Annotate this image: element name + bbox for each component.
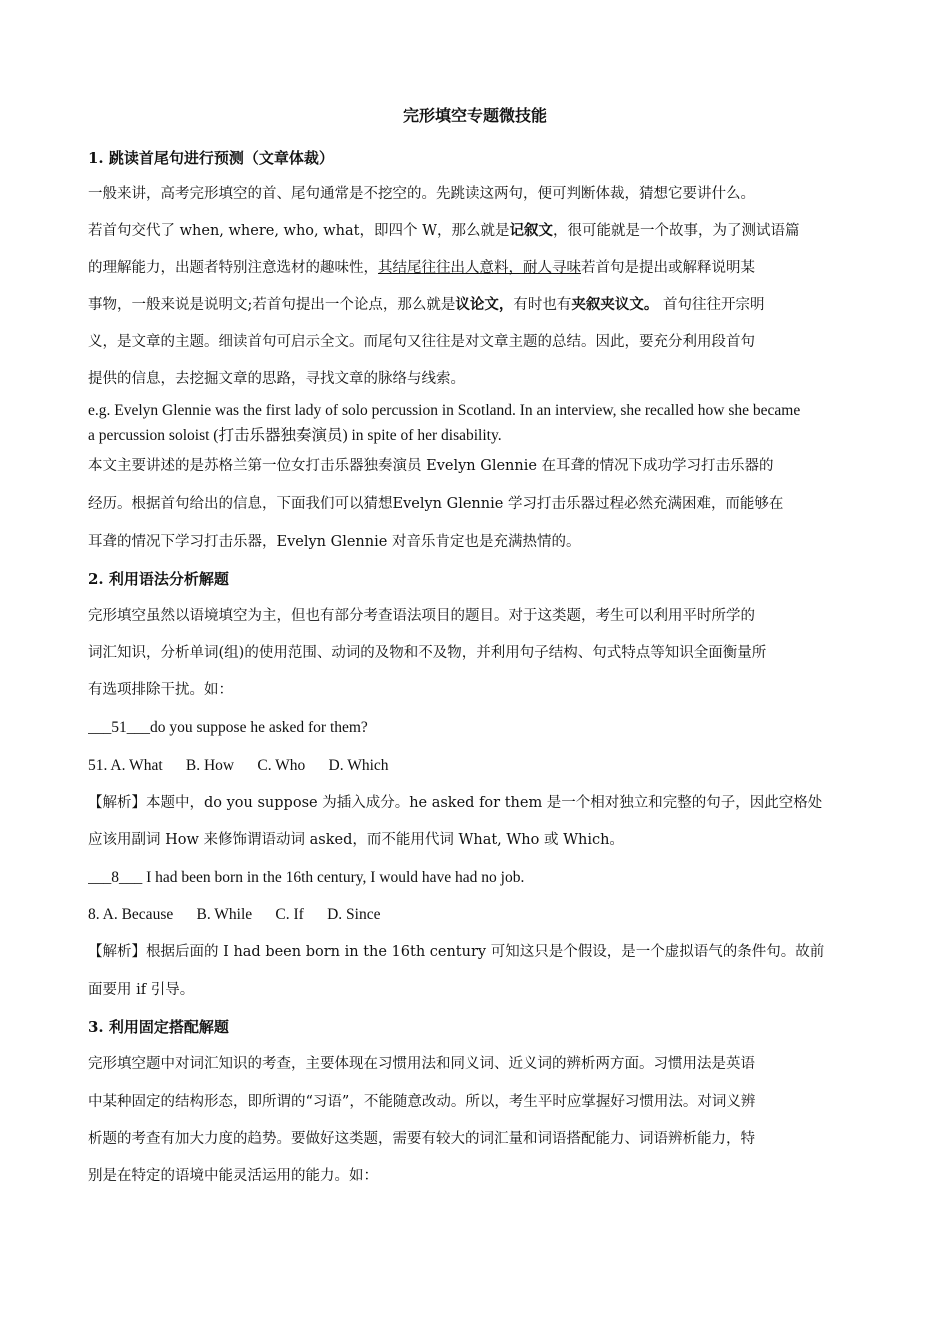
analysis-51-line-1: 【解析】本题中，do you suppose 为插入成分。he asked for them 是一个相对独立和完整的句子，因此空格处: [88, 795, 823, 811]
bold-term-argumentative: 议论文，: [455, 296, 514, 313]
text-run: 若首句是提出或解释说明某: [581, 260, 755, 276]
section-3-line-1: 完形填空题中对词汇知识的考查，主要体现在习惯用法和同义词、近义词的辨析两方面。习惯用法是英语: [88, 1056, 755, 1072]
section-1-line-2: [88, 220, 878, 242]
question-51: ___51___do you suppose he asked for them?: [88, 719, 368, 736]
question-8: ___8___ I had been born in the 16th century, I would have had no job.: [88, 869, 525, 886]
section-2-heading: 2. 利用语法分析解题: [88, 570, 229, 588]
section-3-line-4: 别是在特定的语境中能灵活运用的能力。如：: [88, 1168, 378, 1184]
bold-term-narrative: 记叙文: [509, 222, 553, 239]
section-1-line-6: 提供的信息，去挖掘文章的思路，寻找文章的脉络与线索。: [88, 371, 465, 387]
text-run: 有时也有: [513, 297, 572, 313]
underlined-phrase: 其结尾往往出人意料，耐人寻味: [378, 260, 581, 276]
example-line-2: a percussion soloist (打击乐器独奏演员) in spite of her disability.: [88, 427, 502, 444]
section-1-heading: 1. 跳读首尾句进行预测（文章体裁）: [88, 149, 334, 167]
page-title: 完形填空专题微技能: [402, 106, 547, 125]
text-run: ，很可能就是一个故事，为了测试语篇: [553, 223, 800, 239]
analysis-51-line-2: 应该用副词 How 来修饰谓语动词 asked，而不能用代词 What, Who 或 Which。: [88, 832, 624, 848]
text-run: 首句往往开宗明: [658, 297, 765, 313]
section-1-para-line-1: 本文主要讲述的是苏格兰第一位女打击乐器独奏演员 Evelyn Glennie 在耳聋的情况下成功学习打击乐器的: [88, 458, 774, 474]
text-run: 若首句交代了 when, where, who, what，即四个 W，那么就是: [88, 223, 510, 239]
section-1-line-3: [88, 257, 878, 279]
section-1-line-5: 义，是文章的主题。细读首句可启示全文。而尾句又往往是对文章主题的总结。因此，要充分利用段首句: [88, 334, 755, 350]
section-2-line-1: 完形填空虽然以语境填空为主，但也有部分考查语法项目的题目。对于这类题，考生可以利用平时所学的: [88, 608, 755, 624]
example-line-1: e.g. Evelyn Glennie was the first lady of solo percussion in Scotland. In an interview, she recalled how she became: [88, 402, 801, 419]
analysis-8-line-1: 【解析】根据后面的 I had been born in the 16th century 可知这只是个假设，是一个虚拟语气的条件句。故前: [88, 944, 825, 960]
section-3-line-2: 中某种固定的结构形态，即所谓的“习语”，不能随意改动。所以，考生平时应掌握好习惯用法。对词义辨: [88, 1094, 756, 1110]
section-1-line-1: 一般来讲，高考完形填空的首、尾句通常是不挖空的。先跳读这两句，便可判断体裁，猜想它要讲什么。: [88, 186, 755, 202]
question-51-options: 51. A. What B. How C. Who D. Which: [88, 757, 389, 774]
section-1-para-line-3: 耳聋的情况下学习打击乐器，Evelyn Glennie 对音乐肯定也是充满热情的。: [88, 534, 581, 550]
bold-term-mixed: 夹叙夹议文。: [571, 296, 659, 313]
text-run: 事物，一般来说是说明文;若首句提出一个论点，那么就是: [88, 297, 456, 313]
text-run: 的理解能力，出题者特别注意选材的趣味性，: [88, 260, 378, 276]
section-1-para-line-2: 经历。根据首句给出的信息，下面我们可以猜想Evelyn Glennie 学习打击乐器过程必然充满困难，而能够在: [88, 496, 784, 512]
section-3-heading: 3. 利用固定搭配解题: [88, 1018, 229, 1036]
section-1-line-4: [88, 294, 878, 316]
section-2-line-3: 有选项排除干扰。如：: [88, 682, 233, 698]
section-2-line-2: 词汇知识，分析单词(组)的使用范围、动词的及物和不及物，并利用句子结构、句式特点等知识全面衡量所: [88, 645, 767, 661]
question-8-options: 8. A. Because B. While C. If D. Since: [88, 906, 381, 923]
analysis-8-line-2: 面要用 if 引导。: [88, 982, 195, 998]
section-3-line-3: 析题的考查有加大力度的趋势。要做好这类题，需要有较大的词汇量和词语搭配能力、词语辨析能力，特: [88, 1131, 755, 1147]
